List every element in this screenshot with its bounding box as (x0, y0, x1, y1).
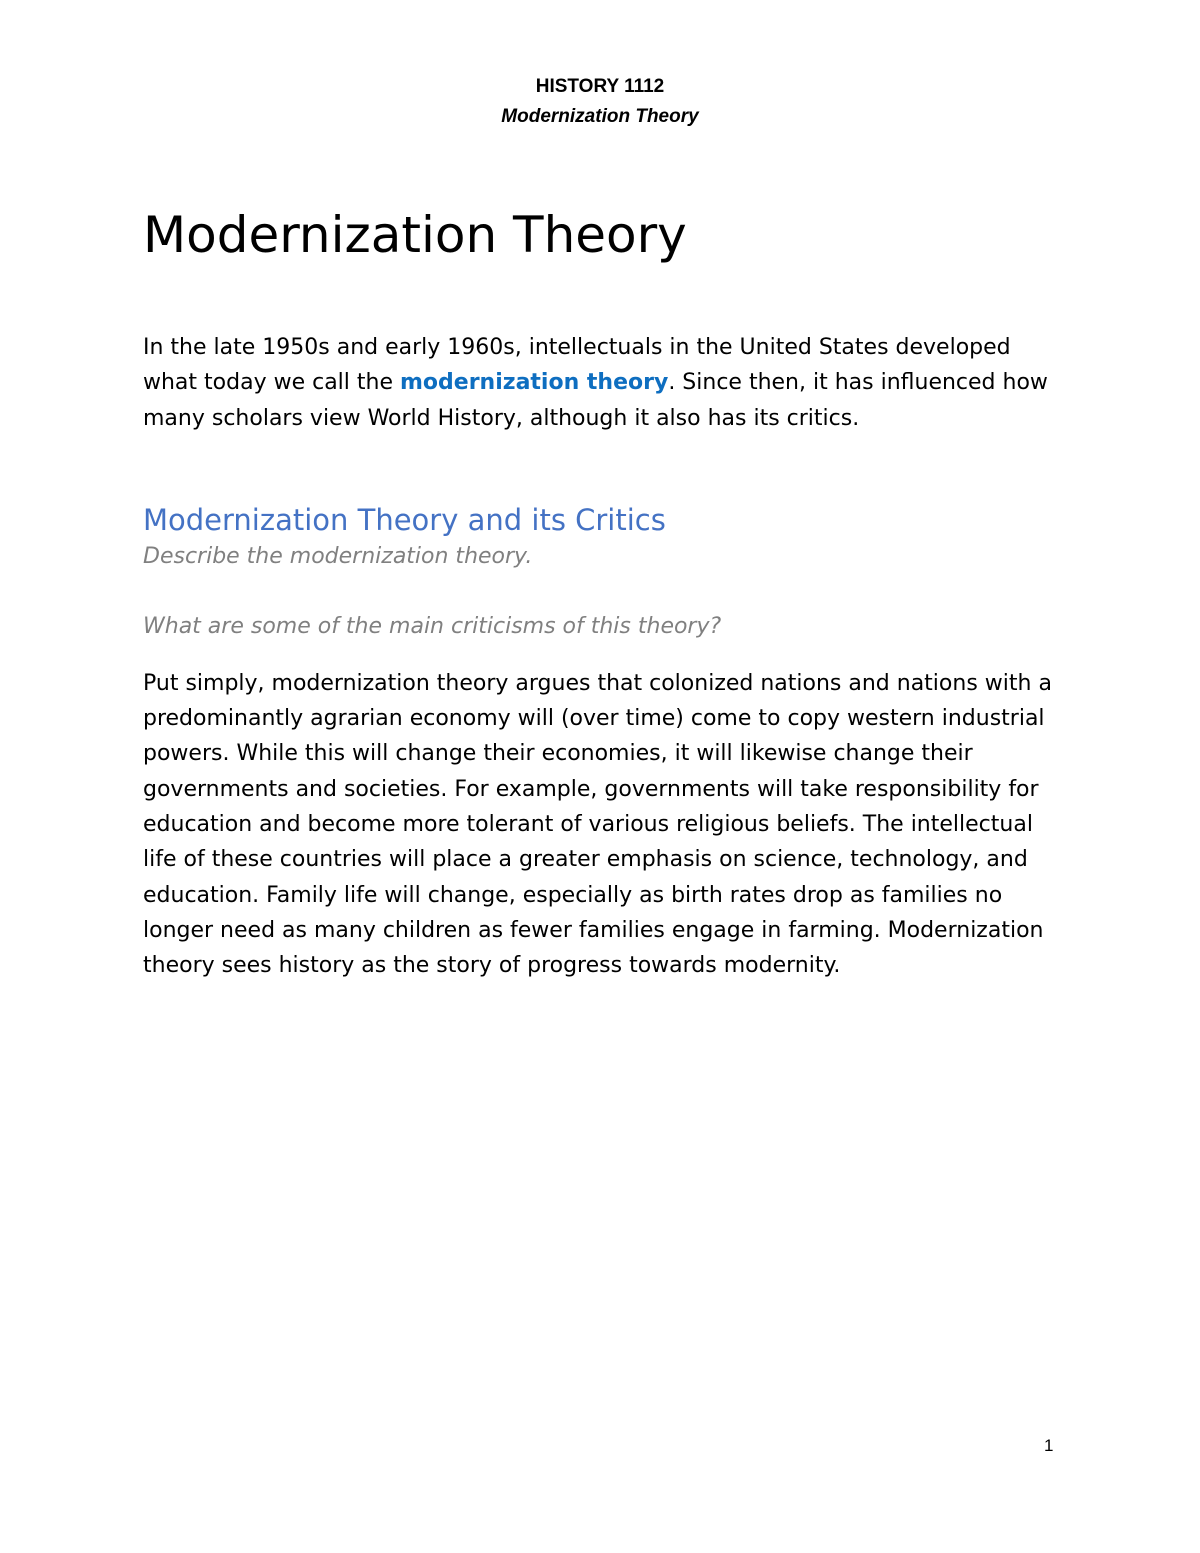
section-heading: Modernization Theory and its Critics (143, 502, 666, 537)
document-body (143, 200, 1063, 984)
course-code: HISTORY 1112 (535, 76, 665, 97)
intro-text-after-link: . Since then, it has influenced how many scholars view World History, although it also has its critics. (143, 370, 1048, 431)
document-title: Modernization Theory (143, 206, 687, 264)
intro-paragraph (143, 330, 1063, 436)
prompt-describe: Describe the modernization theory. (143, 543, 533, 569)
page-number: 1 (1044, 1436, 1054, 1455)
header-subtitle: Modernization Theory (501, 106, 699, 127)
prompt-criticisms: What are some of the main criticisms of this theory? (143, 613, 722, 639)
body-paragraph: Put simply, modernization theory argues that colonized nations and nations with a predominantly agrarian economy will (over time) come to copy western industrial powers. While this will change their economies, it will likewise change their governments and societies. For example, governments will take responsibility for education and become more tolerant of various religious beliefs. The intellectual life of these countries will place a greater emphasis on science, technology, and education. Family life will change, especially as birth rates drop as families no longer need as many children as fewer families engage in farming. Modernization theory sees history as the story of progress towards modernity. (143, 670, 1052, 979)
intro-text-before-link: In the late 1950s and early 1960s, intellectuals in the United States developed what today we call the (143, 335, 1011, 396)
page-header (0, 72, 1200, 132)
modernization-theory-link[interactable]: modernization theory (400, 370, 669, 396)
